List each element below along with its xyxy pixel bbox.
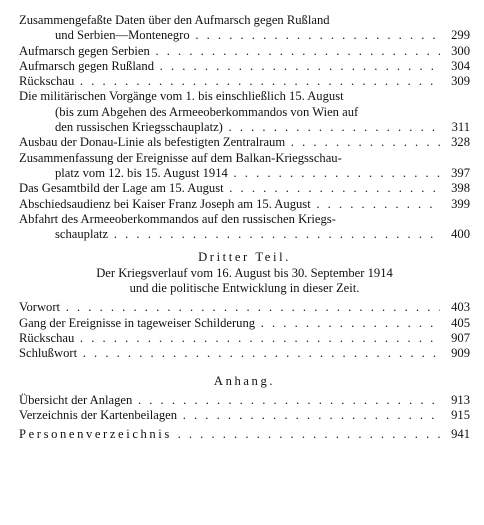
toc-section-index (19, 427, 470, 442)
toc-entry-title-line: Aufmarsch gegen Serbien . . . (19, 44, 440, 59)
toc-entry-page-number: 300 (451, 43, 470, 58)
toc-entry (19, 408, 470, 423)
toc-entry-title-line: Abschiedsaudienz bei Kaiser Franz Joseph am 15. August . . . (19, 197, 440, 212)
toc-entry-title (19, 181, 440, 196)
toc-entry-title-line: Personenverzeichnis . . . (19, 427, 440, 442)
toc-entry (19, 393, 470, 408)
toc-entry (19, 212, 470, 243)
toc-entry-page-number: 304 (451, 58, 470, 73)
toc-entry-title-line: Ausbau der Donau-Linie als befestigten Zentralraum . . . (19, 135, 440, 150)
toc-entry-title-line: (bis zum Abgehen des Armeeoberkommandos von Wien auf (55, 104, 359, 119)
toc-entry-title-line: Verzeichnis der Kartenbeilagen . . . (19, 408, 440, 423)
toc-entry-title (19, 408, 440, 423)
toc-entry-title-line: Das Gesamtbild der Lage am 15. August . . . (19, 181, 440, 196)
toc-entry-title (19, 331, 440, 346)
toc-entry-title (19, 13, 440, 44)
toc-entry-page-number: 299 (451, 28, 470, 43)
toc-entry-title (19, 346, 440, 361)
part3-subtitle (19, 266, 470, 297)
toc-entry-title (19, 135, 440, 150)
toc-entry-title-line: Rückschau . . . (19, 331, 440, 346)
toc-entry-title (19, 300, 440, 315)
toc-entry-title (19, 74, 440, 89)
toc-entry-title-line: Schlußwort . . . (19, 346, 440, 361)
toc-entry (19, 89, 470, 135)
toc-entry (19, 151, 470, 182)
toc-entry-page-number: 399 (451, 196, 470, 211)
toc-entry-page-number: 941 (451, 427, 470, 442)
toc-entry (19, 316, 470, 331)
toc-entry-page-number: 398 (451, 181, 470, 196)
toc-entry-title-line: Zusammengefaßte Daten über den Aufmarsch gegen Rußland (19, 13, 330, 27)
toc-entry-title-line: Zusammenfassung der Ereignisse auf dem Balkan-Kriegsschau- (19, 150, 342, 165)
toc-entry-title (19, 212, 440, 243)
toc-entry-title-line: Gang der Ereignisse in tageweiser Schilderung . . . (19, 316, 440, 331)
toc-entry-page-number: 405 (451, 315, 470, 330)
toc-entry-page-number: 403 (451, 300, 470, 315)
toc-entry-page-number: 397 (451, 165, 470, 180)
toc-entry-title-line: Abfahrt des Armeeoberkommandos auf den russischen Kriegs- (19, 211, 336, 226)
toc-section-appendix (19, 393, 470, 424)
toc-section-part2-continued (19, 13, 470, 242)
toc-entry-page-number: 309 (451, 74, 470, 89)
toc-entry (19, 346, 470, 361)
toc-section-part3 (19, 300, 470, 361)
toc-entry-title-line: Vorwort . . . (19, 300, 440, 315)
toc-entry-title-line: platz vom 12. bis 15. August 1914 . . . (19, 166, 440, 181)
toc-entry (19, 181, 470, 196)
toc-entry-title-line: und Serbien—Montenegro . . . (19, 28, 440, 43)
toc-entry (19, 331, 470, 346)
part3-subtitle-line-2: und die politische Entwicklung in dieser Zeit. (129, 281, 360, 296)
toc-entry-page-number: 907 (451, 330, 470, 345)
toc-entry (19, 59, 470, 74)
toc-entry-title (19, 44, 440, 59)
part3-heading: Dritter Teil. (198, 250, 291, 265)
toc-entry-page-number: 913 (451, 392, 470, 407)
toc-entry-title (19, 59, 440, 74)
appendix-heading: Anhang. (213, 373, 276, 388)
toc-entry-title-line: Übersicht der Anlagen . . . (19, 393, 440, 408)
toc-entry-page-number: 400 (451, 227, 470, 242)
toc-entry-title (19, 316, 440, 331)
toc-entry (19, 197, 470, 212)
toc-entry-title-line: Die militärischen Vorgänge vom 1. bis einschließlich 15. August (19, 89, 344, 104)
toc-entry-title (19, 197, 440, 212)
toc-entry-title-line: Rückschau . . . (19, 74, 440, 89)
toc-entry-title-line: den russischen Kriegsschauplatz) . . . (19, 120, 440, 135)
toc-entry (19, 74, 470, 89)
toc-entry-page-number: 328 (451, 135, 470, 150)
toc-entry (19, 13, 470, 44)
toc-entry-title-line: Aufmarsch gegen Rußland . . . (19, 59, 440, 74)
toc-entry-index (19, 427, 470, 442)
part3-subtitle-line-1: Der Kriegsverlauf vom 16. August bis 30. September 1914 (96, 265, 393, 280)
toc-entry-title (19, 393, 440, 408)
toc-entry-page-number: 311 (451, 120, 470, 135)
toc-entry-title (19, 89, 440, 135)
toc-entry-title (19, 427, 440, 442)
toc-entry (19, 300, 470, 315)
toc-entry-page-number: 909 (451, 346, 470, 361)
toc-entry-title-line: schauplatz . . . (19, 227, 440, 242)
toc-entry-page-number: 915 (451, 408, 470, 423)
toc-entry (19, 44, 470, 59)
toc-entry (19, 135, 470, 150)
toc-entry-title (19, 151, 440, 182)
